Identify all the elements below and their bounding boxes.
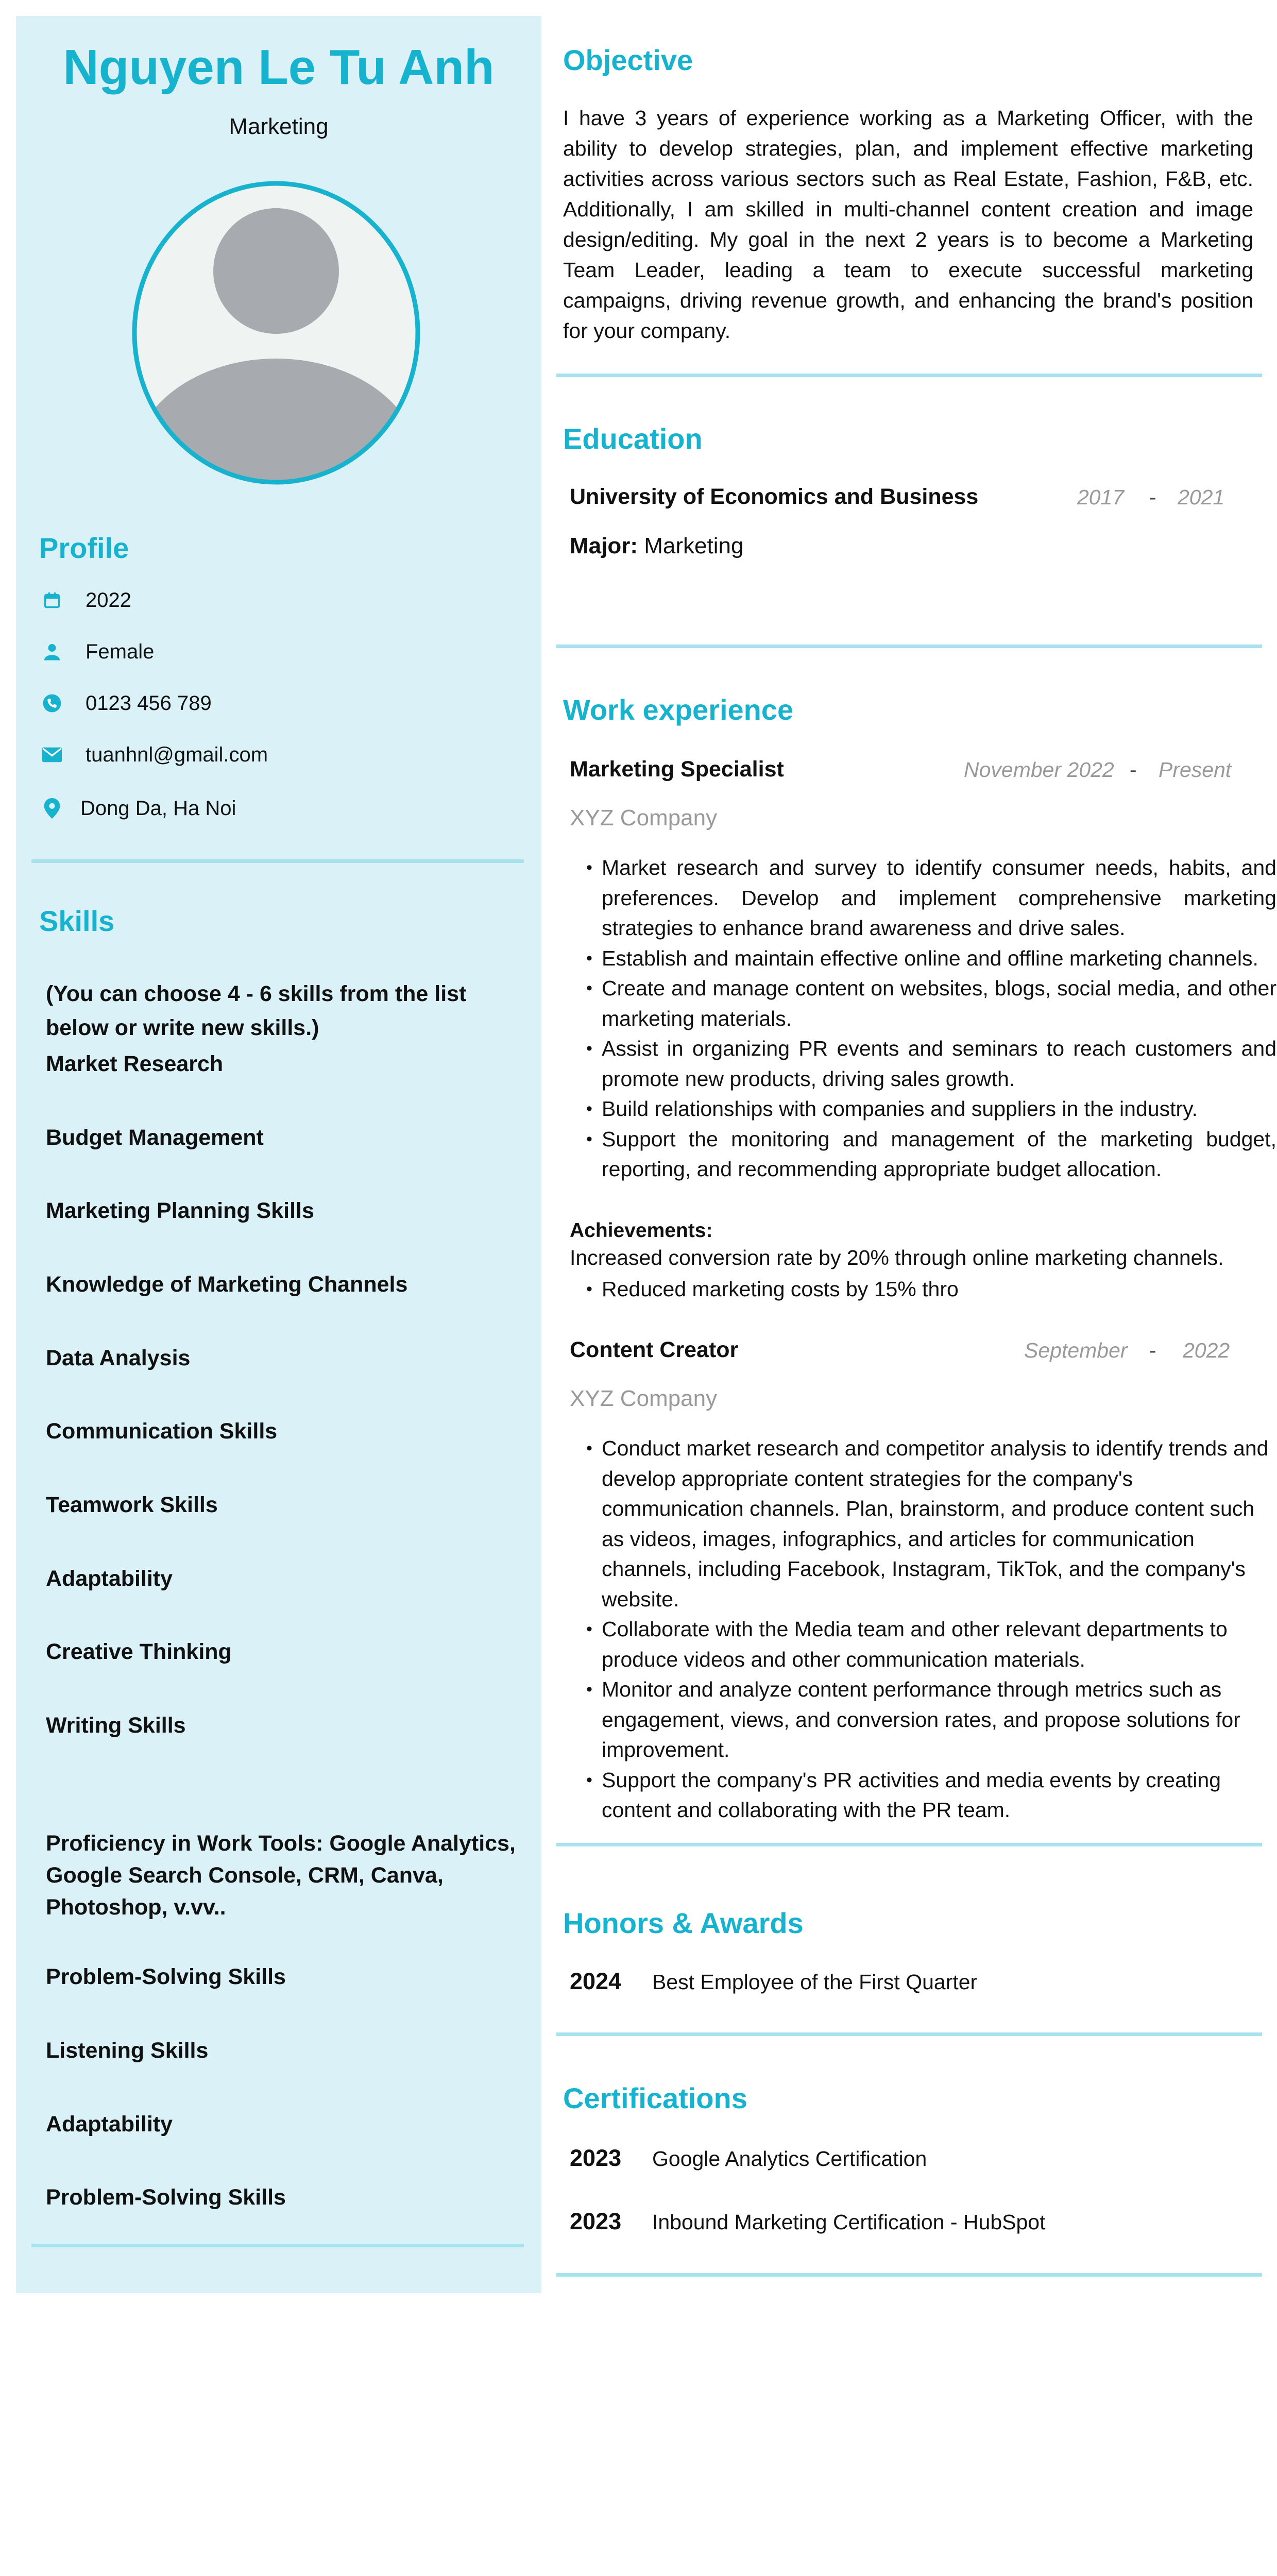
- skill-item: Teamwork Skills: [46, 1493, 218, 1517]
- person-icon: [39, 639, 65, 665]
- skill-item: Adaptability: [46, 2112, 173, 2137]
- date-dash: -: [1149, 485, 1156, 509]
- list-item: • Build relationships with companies and suppliers in the industry.: [602, 1094, 1276, 1124]
- job-duties: [570, 853, 1276, 1184]
- education-start: 2017: [1077, 485, 1125, 509]
- certifications-title: Certifications: [563, 2082, 747, 2114]
- skill-item: Budget Management: [46, 1125, 264, 1150]
- job-end: Present: [1159, 758, 1232, 782]
- list-item: • Reduced marketing costs by 15% thro: [602, 1274, 1276, 1304]
- certification-year: 2023: [570, 2208, 622, 2234]
- awards-title: Honors & Awards: [563, 1907, 804, 1939]
- job-company: XYZ Company: [570, 805, 718, 831]
- profile-text: tuanhnl@gmail.com: [86, 743, 268, 766]
- education-title: Education: [563, 422, 703, 455]
- job-title: Content Creator: [570, 1337, 739, 1362]
- achievements-text: Increased conversion rate by 20% through online marketing channels.: [570, 1246, 1224, 1269]
- certification-name: Google Analytics Certification: [652, 2147, 927, 2171]
- skill-item: Market Research: [46, 1052, 224, 1076]
- skill-item: Data Analysis: [46, 1346, 191, 1370]
- awards-divider: [556, 2032, 1262, 2036]
- profile-title: Profile: [39, 532, 129, 564]
- skill-item: Writing Skills: [46, 1713, 186, 1738]
- phone-icon: [39, 690, 65, 716]
- skill-item: Creative Thinking: [46, 1639, 232, 1664]
- date-dash: -: [1130, 758, 1137, 782]
- job-duties: [570, 1433, 1276, 1825]
- skill-item: Adaptability: [46, 1566, 173, 1591]
- profile-birth-year: [39, 585, 131, 616]
- certification-name: Inbound Marketing Certification - HubSpot: [652, 2210, 1046, 2234]
- profile-divider: [31, 859, 524, 863]
- list-item: • Assist in organizing PR events and seminars to reach customers and promote new products, driving sales growth.: [602, 1033, 1276, 1094]
- objective-divider: [556, 374, 1262, 377]
- job-company: XYZ Company: [570, 1386, 718, 1411]
- skill-item: Proficiency in Work Tools: Google Analytics, Google Search Console, CRM, Canva, Photoshop, v.vv..: [46, 1831, 516, 1920]
- list-item: • Collaborate with the Media team and other relevant departments to produce videos and other communication materials.: [602, 1614, 1276, 1674]
- award-name: Best Employee of the First Quarter: [652, 1970, 978, 1994]
- sidebar: [16, 16, 541, 2293]
- calendar-icon: [39, 587, 65, 613]
- list-item: • Create and manage content on websites, blogs, social media, and other marketing materials.: [602, 973, 1276, 1033]
- skills-divider: [31, 2244, 524, 2247]
- profile-text: 0123 456 789: [86, 691, 212, 715]
- profile-text: Female: [86, 640, 155, 663]
- skill-item: Problem-Solving Skills: [46, 2185, 286, 2210]
- certification-row: [570, 2208, 1045, 2235]
- achievements-label: Achievements:: [570, 1219, 713, 1242]
- major-label: Major:: [570, 533, 638, 558]
- job-end: 2022: [1183, 1338, 1230, 1362]
- profile-phone: [39, 688, 212, 719]
- award-row: [570, 1968, 977, 1995]
- job-start: November 2022: [964, 758, 1114, 782]
- certification-row: [570, 2145, 927, 2172]
- certifications-divider: [556, 2273, 1262, 2277]
- list-item: • Monitor and analyze content performance through metrics such as engagement, views, and conversion rates, and propose solutions for improvement.: [602, 1674, 1276, 1765]
- profile-gender: [39, 636, 154, 667]
- skills-title: Skills: [39, 905, 115, 937]
- candidate-name: Nguyen Le Tu Anh: [63, 40, 495, 95]
- skill-item: Marketing Planning Skills: [46, 1198, 314, 1223]
- skill-item: Communication Skills: [46, 1419, 278, 1444]
- profile-email: [39, 739, 268, 770]
- avatar: [129, 178, 423, 487]
- candidate-position: Marketing: [229, 114, 329, 139]
- education-end: 2021: [1178, 485, 1225, 509]
- education-school: University of Economics and Business: [570, 484, 979, 509]
- list-item: • Establish and maintain effective online and offline marketing channels.: [602, 943, 1276, 974]
- education-major: [570, 533, 743, 559]
- list-item: • Support the monitoring and management of the marketing budget, reporting, and recommending appropriate budget allocation.: [602, 1124, 1276, 1184]
- objective-text: I have 3 years of experience working as a Marketing Officer, with the ability to develop strategies, plan, and implement effective marketing activities across various sectors such as Real Estate, Fashion, F&B, etc. Additionally, I am skilled in multi-channel content creation and image design/editing. My goal in the next 2 years is to become a Marketing Team Leader, leading a team to execute successful marketing campaigns, driving revenue growth, and enhancing the brand's position for your company.: [563, 106, 1253, 343]
- award-year: 2024: [570, 1968, 622, 1994]
- job-title: Marketing Specialist: [570, 757, 784, 782]
- email-icon: [39, 742, 65, 768]
- date-dash: -: [1149, 1338, 1156, 1362]
- job-start: September: [1024, 1338, 1128, 1362]
- profile-address: [39, 793, 236, 824]
- work-title: Work experience: [563, 693, 794, 726]
- work-divider: [556, 1843, 1262, 1846]
- profile-text: 2022: [86, 588, 131, 612]
- location-icon: [39, 795, 65, 821]
- list-item: • Support the company's PR activities and media events by creating content and collaborating with the PR team.: [602, 1765, 1276, 1825]
- skill-item: Problem-Solving Skills: [46, 1964, 286, 1989]
- skills-note: (You can choose 4 - 6 skills from the list below or write new skills.): [46, 981, 467, 1040]
- education-divider: [556, 645, 1262, 648]
- profile-text: Dong Da, Ha Noi: [80, 796, 236, 820]
- major-value: Marketing: [644, 533, 744, 558]
- achievements-list: [570, 1274, 1276, 1304]
- objective-title: Objective: [563, 44, 693, 76]
- skill-item: Knowledge of Marketing Channels: [46, 1272, 408, 1297]
- list-item: • Market research and survey to identify consumer needs, habits, and preferences. Develop and implement comprehensive marketing strategies to enhance brand awareness and drive sales.: [602, 853, 1276, 943]
- list-item: • Conduct market research and competitor analysis to identify trends and develop appropriate content strategies for the company's communication channels. Plan, brainstorm, and produce content such as videos, images, infographics, and articles for communication channels, including Facebook, Instagram, TikTok, and the company's website.: [602, 1433, 1276, 1614]
- skill-item: Listening Skills: [46, 2038, 209, 2063]
- certification-year: 2023: [570, 2145, 622, 2171]
